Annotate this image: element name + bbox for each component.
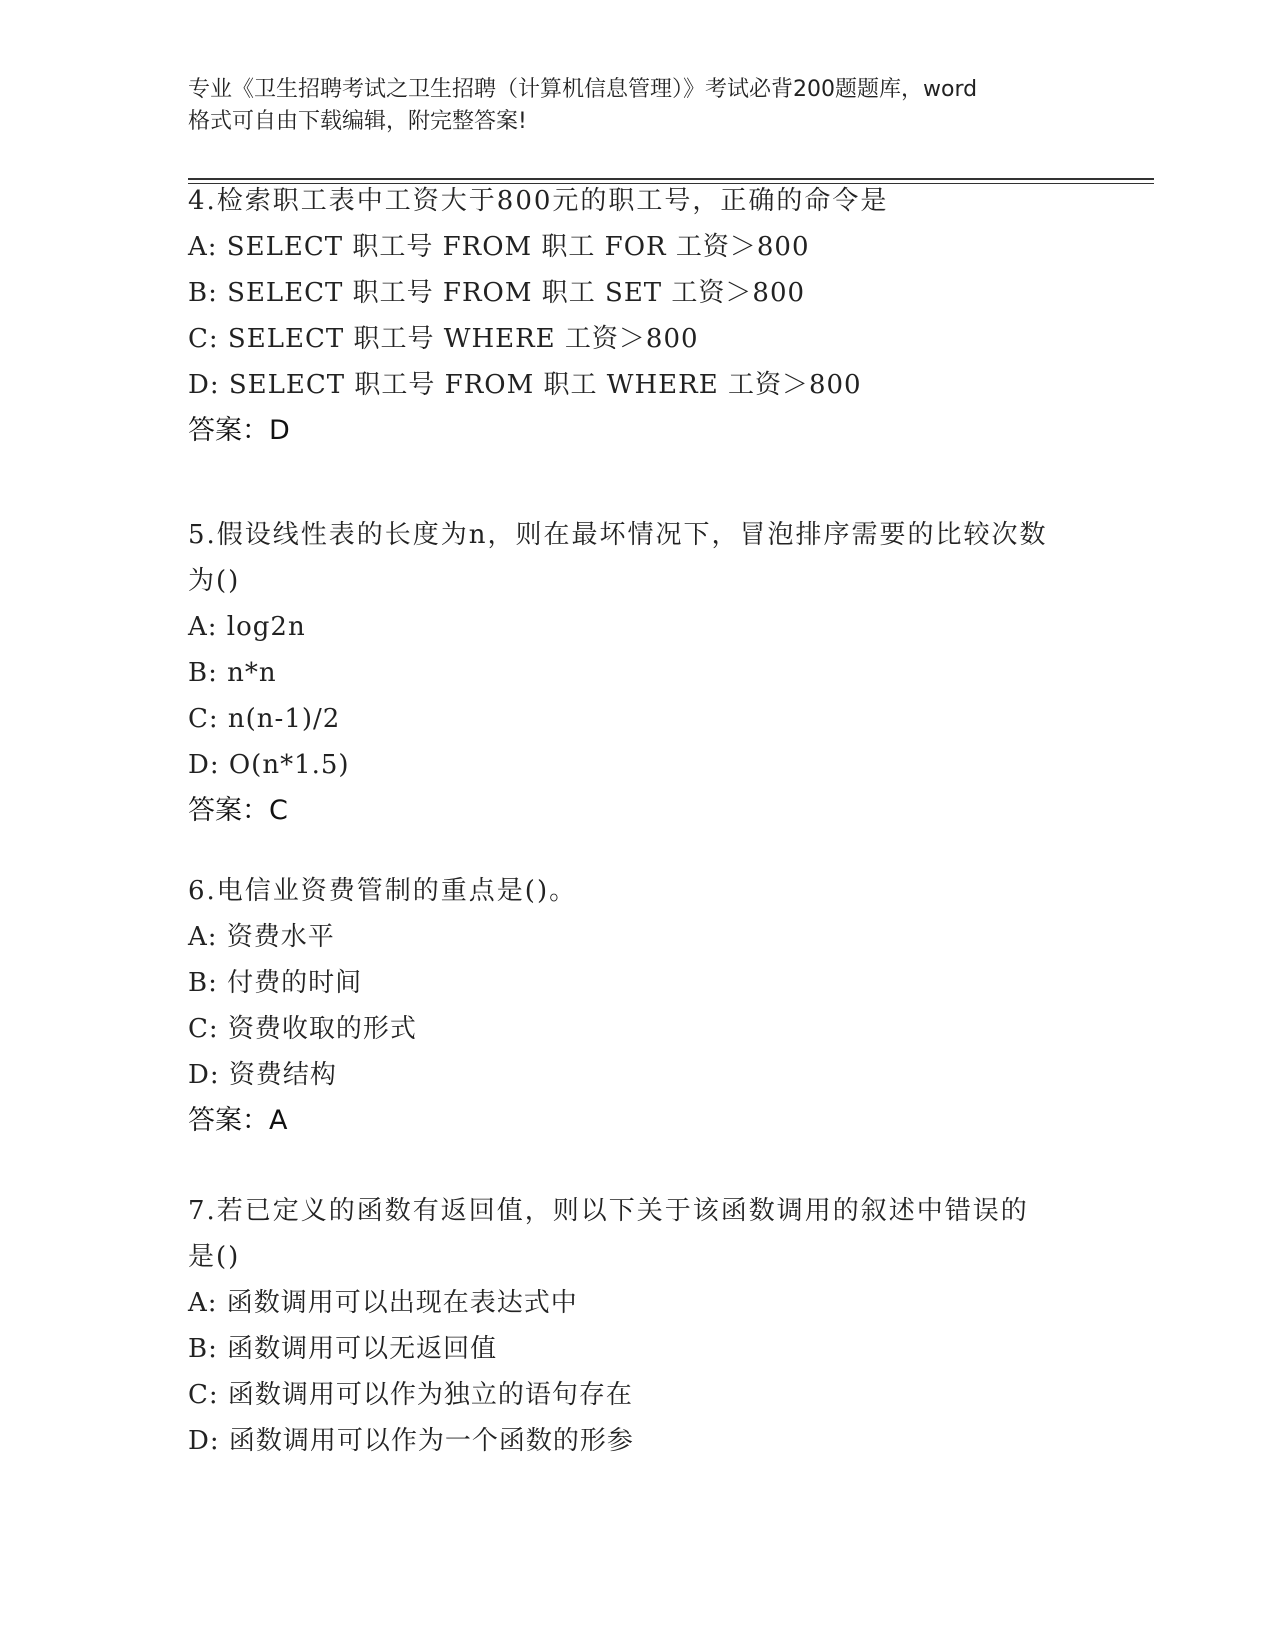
option-d: D: 函数调用可以作为一个函数的形参 <box>188 1426 634 1456</box>
option-c: C: n(n-1)/2 <box>188 704 341 734</box>
answer-label: 答案：D <box>188 415 290 446</box>
document-header <box>188 74 1088 138</box>
header-line-1: 专业《卫生招聘考试之卫生招聘（计算机信息管理）》考试必背200题题库，word <box>188 77 978 102</box>
option-b: B: 函数调用可以无返回值 <box>188 1334 498 1364</box>
question-4 <box>188 178 1088 454</box>
option-c: C: SELECT 职工号 WHERE 工资＞800 <box>188 324 699 354</box>
answer-label: 答案：C <box>188 795 288 826</box>
option-d: D: O(n*1.5) <box>188 750 350 780</box>
question-5 <box>188 512 1058 834</box>
option-d: D: SELECT 职工号 FROM 职工 WHERE 工资＞800 <box>188 370 862 400</box>
question-text: 6.电信业资费管制的重点是()。 <box>188 876 578 906</box>
option-b: B: SELECT 职工号 FROM 职工 SET 工资＞800 <box>188 278 806 308</box>
option-a: A: SELECT 职工号 FROM 职工 FOR 工资＞800 <box>188 232 810 262</box>
option-a: A: 资费水平 <box>188 922 335 952</box>
question-text: 4.检索职工表中工资大于800元的职工号，正确的命令是 <box>188 186 889 216</box>
question-text: 7.若已定义的函数有返回值，则以下关于该函数调用的叙述中错误的是() <box>188 1196 1029 1272</box>
option-a: A: log2n <box>188 612 306 642</box>
header-line-2: 格式可自由下载编辑，附完整答案! <box>188 109 527 134</box>
option-b: B: 付费的时间 <box>188 968 363 998</box>
option-c: C: 函数调用可以作为独立的语句存在 <box>188 1380 633 1410</box>
question-text: 5.假设线性表的长度为n，则在最坏情况下，冒泡排序需要的比较次数为() <box>188 520 1048 596</box>
option-a: A: 函数调用可以出现在表达式中 <box>188 1288 578 1318</box>
answer-label: 答案：A <box>188 1105 288 1136</box>
question-7 <box>188 1188 1048 1464</box>
question-6 <box>188 868 1088 1144</box>
option-c: C: 资费收取的形式 <box>188 1014 417 1044</box>
option-b: B: n*n <box>188 658 277 688</box>
option-d: D: 资费结构 <box>188 1060 337 1090</box>
